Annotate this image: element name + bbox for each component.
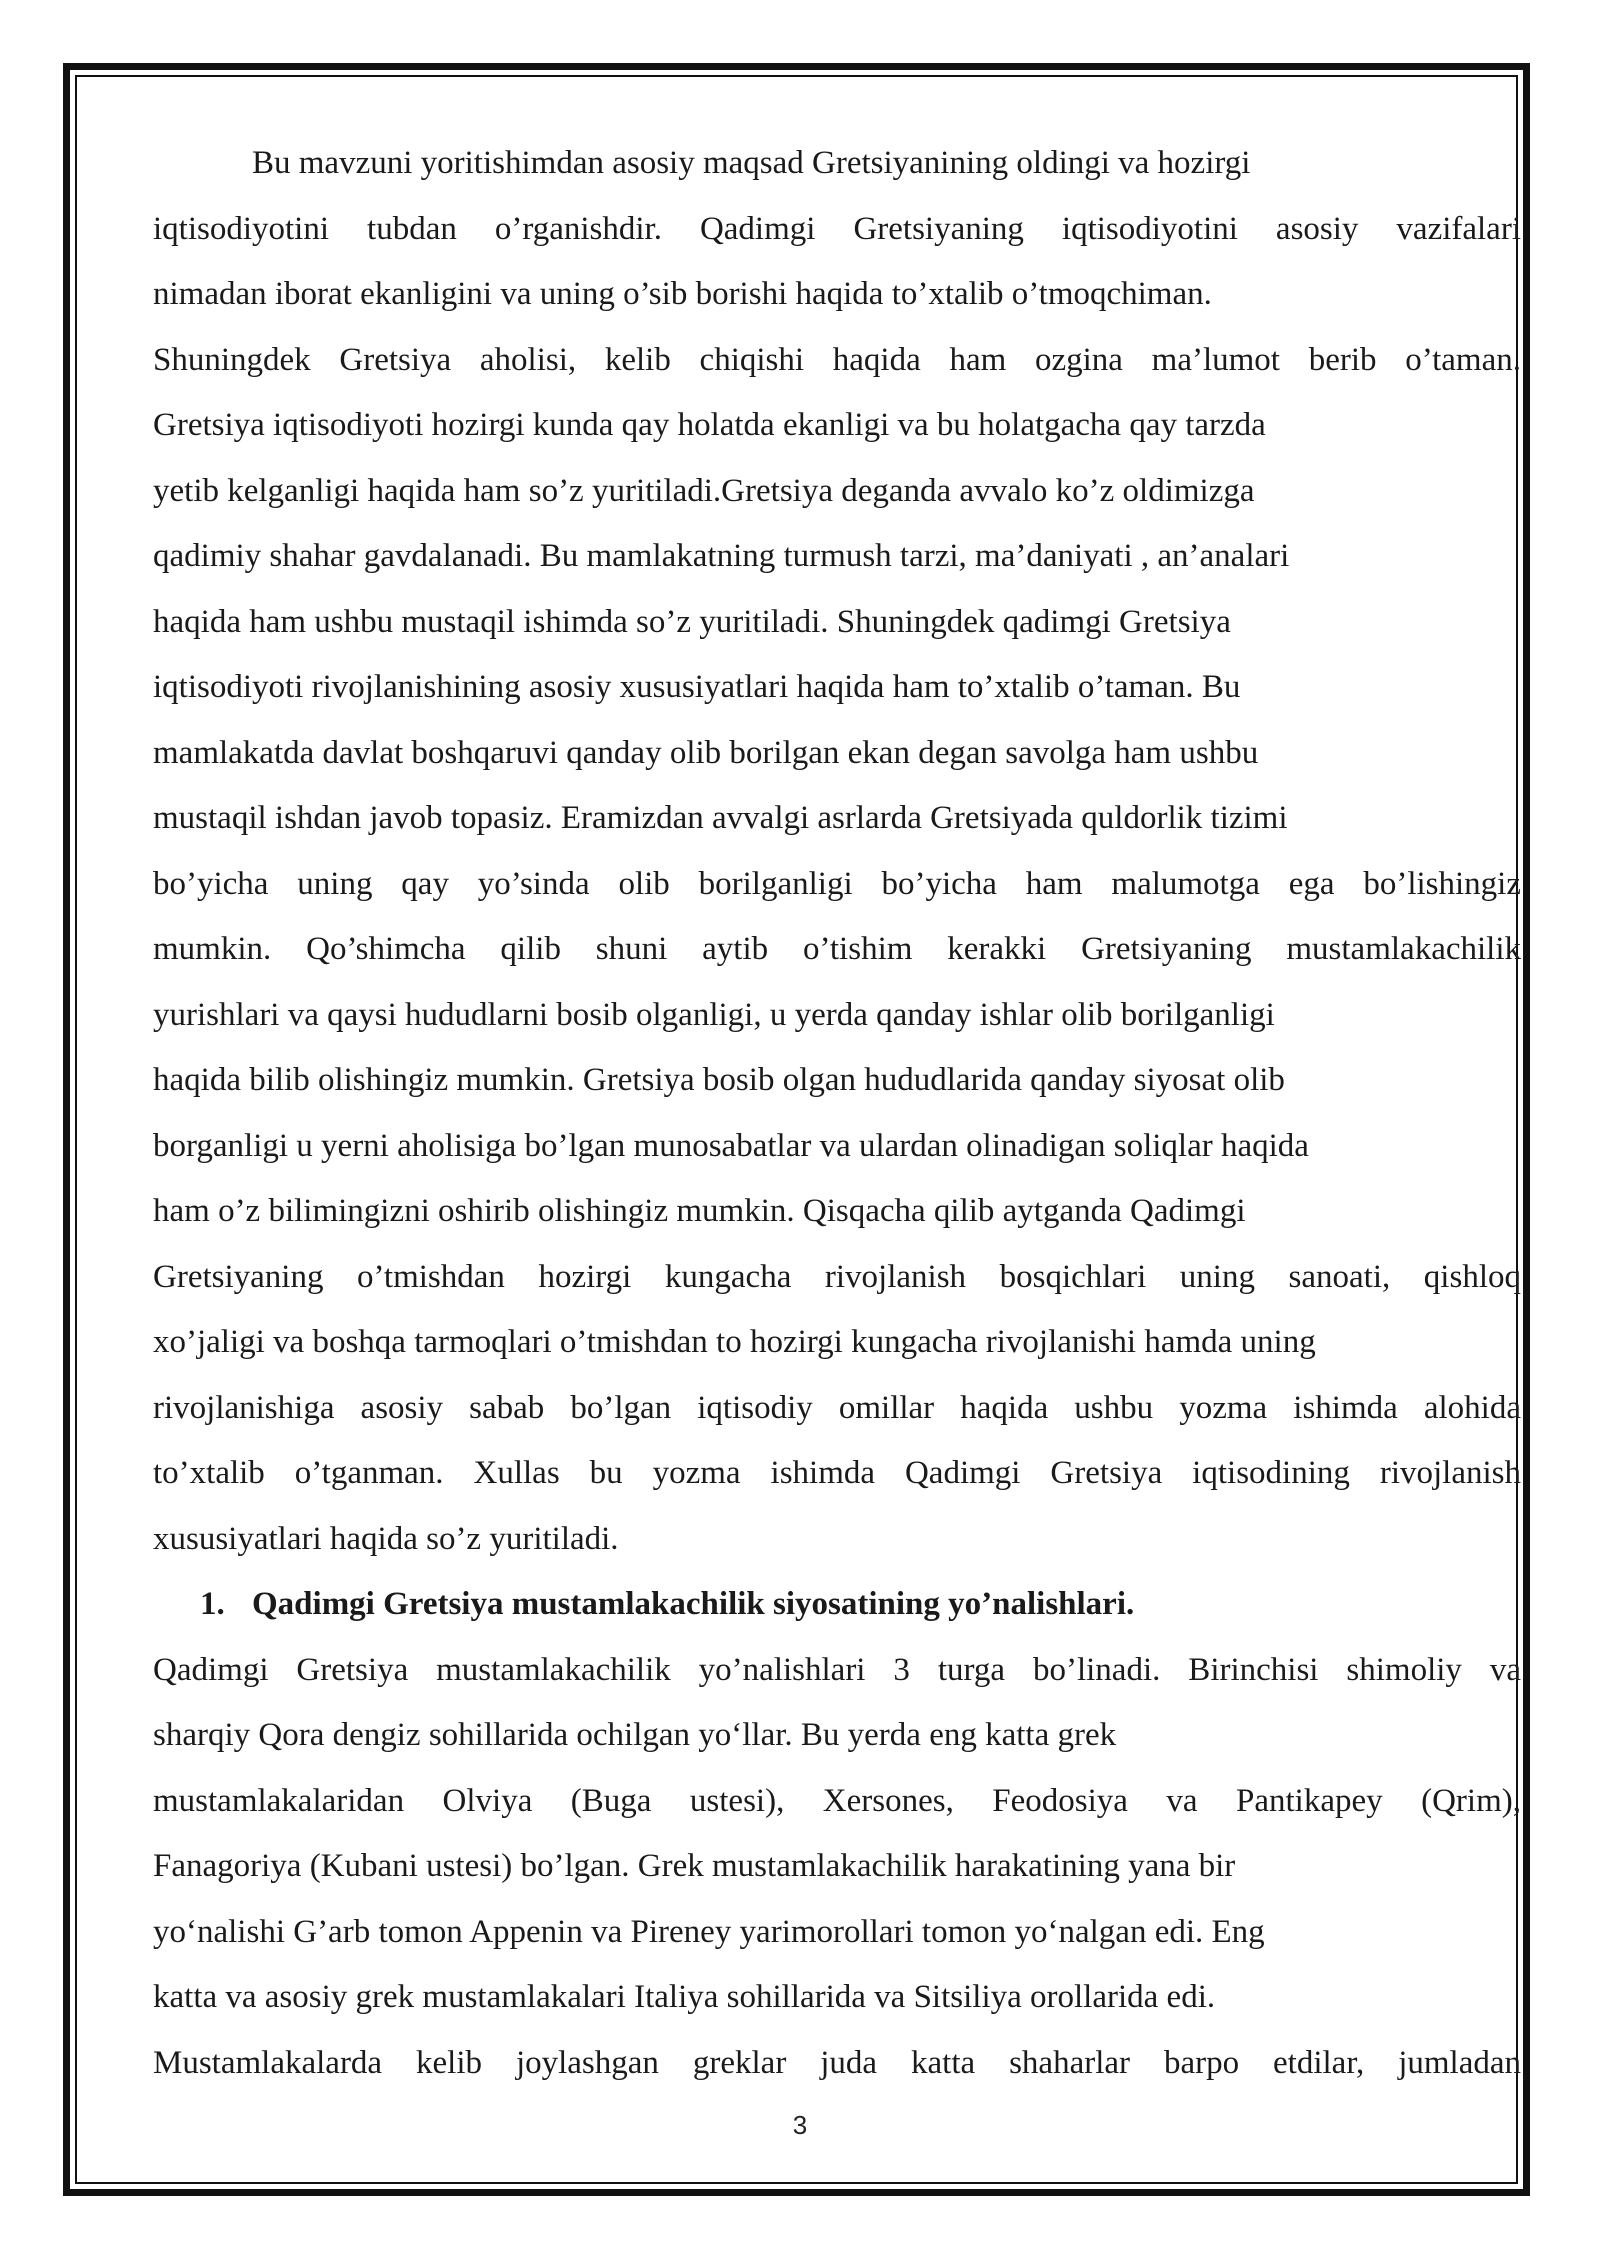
text-line: nimadan iborat ekanligini va uning o’sib borishi haqida to’xtalib o’tmoqchiman.: [153, 276, 1212, 312]
text-line: bo’yicha uning qay yo’sinda olib borilganligi bo’yicha ham malumotga ega bo’lishingiz: [153, 865, 1521, 902]
text-line: mustamlakalaridan Olviya (Buga ustesi), Xersones, Feodosiya va Pantikapey (Qrim),: [153, 1782, 1521, 1819]
text-line: borganligi u yerni aholisiga bo’lgan munosabatlar va ulardan olinadigan soliqlar haqida: [153, 1127, 1309, 1164]
text-line: xo’jaligi va boshqa tarmoqlari o’tmishdan to hozirgi kungacha rivojlanishi hamda uning: [153, 1324, 1316, 1360]
text-line: haqida ham ushbu mustaqil ishimda so’z yuritiladi. Shuningdek qadimgi Gretsiya: [153, 603, 1231, 640]
text-line: yo‘nalishi G’arb tomon Appenin va Pireney yarimorollari tomon yo‘nalgan edi. Eng: [153, 1913, 1265, 1950]
text-line: rivojlanishiga asosiy sabab bo’lgan iqtisodiy omillar haqida ushbu yozma ishimda alohida: [153, 1389, 1521, 1426]
text-line: Mustamlakalarda kelib joylashgan greklar juda katta shaharlar barpo etdilar, jumladan: [153, 2044, 1521, 2081]
text-line: Fanagoriya (Kubani ustesi) bo’lgan. Grek mustamlakachilik harakatining yana bir: [153, 1848, 1236, 1884]
text-line: Qadimgi Gretsiya mustamlakachilik yo’nalishlari 3 turga bo’linadi. Birinchisi shimoliy va: [153, 1651, 1521, 1688]
intro-paragraph: [153, 131, 1521, 1572]
section-heading: [153, 1572, 1521, 1638]
text-line: haqida bilib olishingiz mumkin. Gretsiya bosib olgan hududlarida qanday siyosat olib: [153, 1062, 1285, 1098]
text-line: to’xtalib o’tganman. Xullas bu yozma ishimda Qadimgi Gretsiya iqtisodining rivojlanish: [153, 1455, 1521, 1491]
text-line: Gretsiya iqtisodiyoti hozirgi kunda qay holatda ekanligi va bu holatgacha qay tarzda: [153, 407, 1266, 443]
text-line: iqtisodiyoti rivojlanishining asosiy xususiyatlari haqida ham to’xtalib o’taman. Bu: [153, 669, 1241, 705]
page-number: 3: [792, 2110, 808, 2140]
section-paragraph: [153, 1638, 1521, 2097]
text-line: ham o’z bilimingizni oshirib olishingiz mumkin. Qisqacha qilib aytganda Qadimgi: [153, 1193, 1246, 1229]
text-line: sharqiy Qora dengiz sohillarida ochilgan yo‘llar. Bu yerda eng katta grek: [153, 1717, 1117, 1753]
text-line: xususiyatlari haqida so’z yuritiladi.: [153, 1520, 619, 1557]
section-number: 1.: [200, 1586, 225, 1622]
text-line: mustaqil ishdan javob topasiz. Eramizdan avvalgi asrlarda Gretsiyada quldorlik tizimi: [153, 800, 1288, 836]
text-line: yurishlari va qaysi hududlarni bosib olganligi, u yerda qanday ishlar olib borilganligi: [153, 996, 1275, 1033]
text-line: Bu mavzuni yoritishimdan asosiy maqsad Gretsiyanining oldingi va hozirgi: [252, 145, 1251, 181]
text-line: mumkin. Qo’shimcha qilib shuni aytib o’tishim kerakki Gretsiyaning mustamlakachilik: [153, 931, 1521, 967]
text-line: Gretsiyaning o’tmishdan hozirgi kungacha rivojlanish bosqichlari uning sanoati, qishloq: [153, 1258, 1521, 1295]
text-line: qadimiy shahar gavdalanadi. Bu mamlakatning turmush tarzi, ma’daniyati , an’analari: [153, 538, 1290, 574]
section-title: Qadimgi Gretsiya mustamlakachilik siyosatining yo’nalishlari.: [252, 1586, 1135, 1622]
text-line: katta va asosiy grek mustamlakalari Italiya sohillarida va Sitsiliya orollarida edi.: [153, 1979, 1216, 2015]
document-body: [153, 131, 1521, 2096]
text-line: Shuningdek Gretsiya aholisi, kelib chiqishi haqida ham ozgina ma’lumot berib o’taman.: [153, 341, 1521, 378]
text-line: yetib kelganligi haqida ham so’z yuritiladi.Gretsiya deganda avvalo ko’z oldimizga: [153, 472, 1255, 509]
text-line: mamlakatda davlat boshqaruvi qanday olib borilgan ekan degan savolga ham ushbu: [153, 734, 1259, 771]
text-line: iqtisodiyotini tubdan o’rganishdir. Qadimgi Gretsiyaning iqtisodiyotini asosiy vazifalari: [153, 210, 1521, 247]
